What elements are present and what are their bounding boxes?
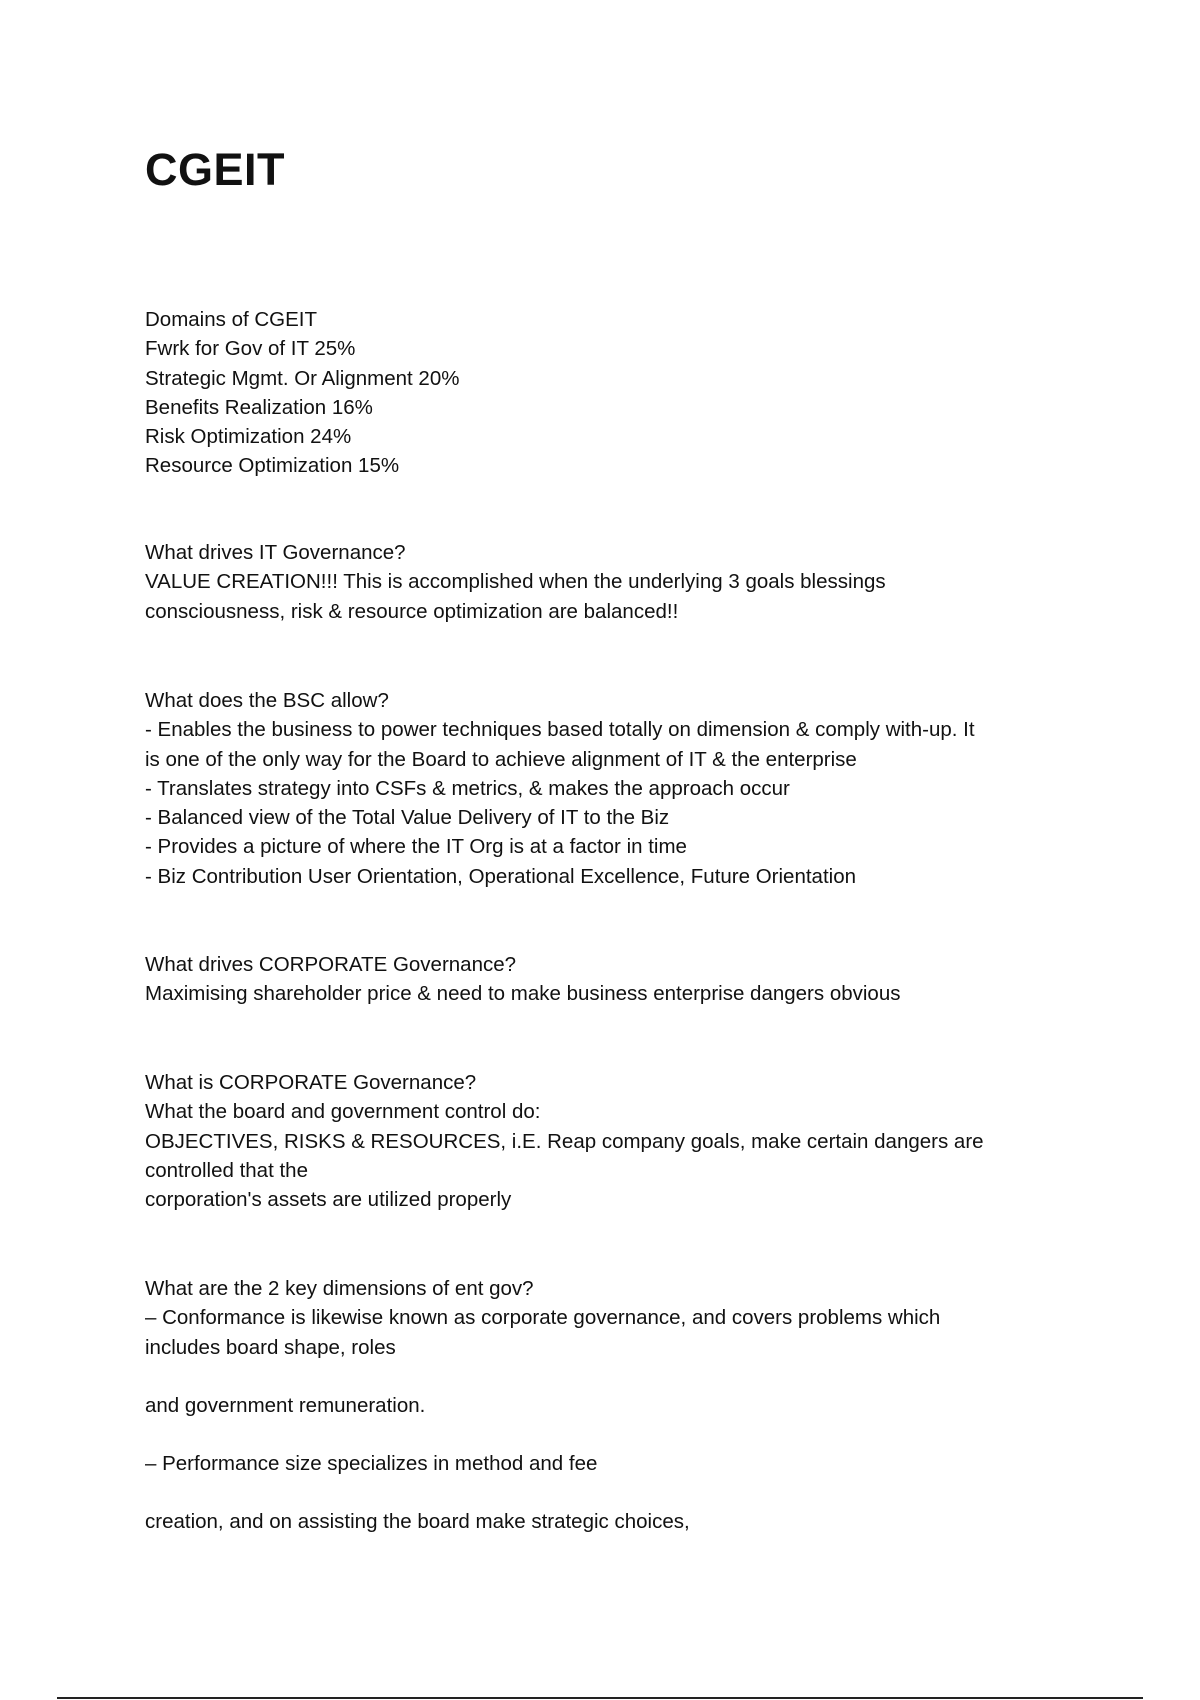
body-line: creation, and on assisting the board make strategic choices, [145,1510,690,1534]
section-heading: What drives IT Governance? [145,541,406,564]
body-line: VALUE CREATION!!! This is accomplished when the underlying 3 goals blessings [145,570,886,594]
section-corporate-drives [145,950,1075,1009]
body-line: and government remuneration. [145,1393,426,1417]
section-domains [145,305,1075,481]
body-line: includes board shape, roles [145,1335,396,1359]
section-heading: What are the 2 key dimensions of ent gov? [145,1277,534,1300]
section-heading: What does the BSC allow? [145,689,389,712]
body-line: - Translates strategy into CSFs & metrics, & makes the approach occur [145,776,790,800]
section-heading: What drives CORPORATE Governance? [145,953,517,976]
footer-divider [57,1697,1143,1699]
section-it-governance [145,538,1075,626]
body-line: consciousness, risk & resource optimization are balanced!! [145,599,679,623]
page-title: CGEIT [145,144,286,195]
body-line: corporation's assets are utilized properly [145,1188,512,1212]
domain-line: Fwrk for Gov of IT 25% [145,337,356,361]
body-line: - Enables the business to power techniques based totally on dimension & comply with-up. It [145,718,975,742]
domain-line: Strategic Mgmt. Or Alignment 20% [145,366,460,390]
body-line: - Provides a picture of where the IT Org is at a factor in time [145,835,687,859]
body-line: - Biz Contribution User Orientation, Operational Excellence, Future Orientation [145,864,857,888]
domain-line: Risk Optimization 24% [145,425,352,449]
body-line: OBJECTIVES, RISKS & RESOURCES, i.E. Reap company goals, make certain dangers are [145,1129,984,1153]
body-line: – Conformance is likewise known as corporate governance, and covers problems which [145,1306,941,1330]
domain-line: Benefits Realization 16% [145,395,373,419]
section-corporate-is [145,1068,1075,1214]
section-heading: Domains of CGEIT [145,308,318,331]
domain-line: Resource Optimization 15% [145,454,400,478]
section-bsc [145,686,1075,891]
body-line: controlled that the [145,1158,308,1182]
section-dimensions [145,1274,1075,1537]
body-line: - Balanced view of the Total Value Delivery of IT to the Biz [145,806,670,830]
section-heading: What is CORPORATE Governance? [145,1071,477,1094]
body-line: Maximising shareholder price & need to make business enterprise dangers obvious [145,982,901,1006]
body-line: What the board and government control do: [145,1100,541,1124]
body-line: – Performance size specializes in method and fee [145,1452,598,1476]
body-line: is one of the only way for the Board to achieve alignment of IT & the enterprise [145,747,857,771]
